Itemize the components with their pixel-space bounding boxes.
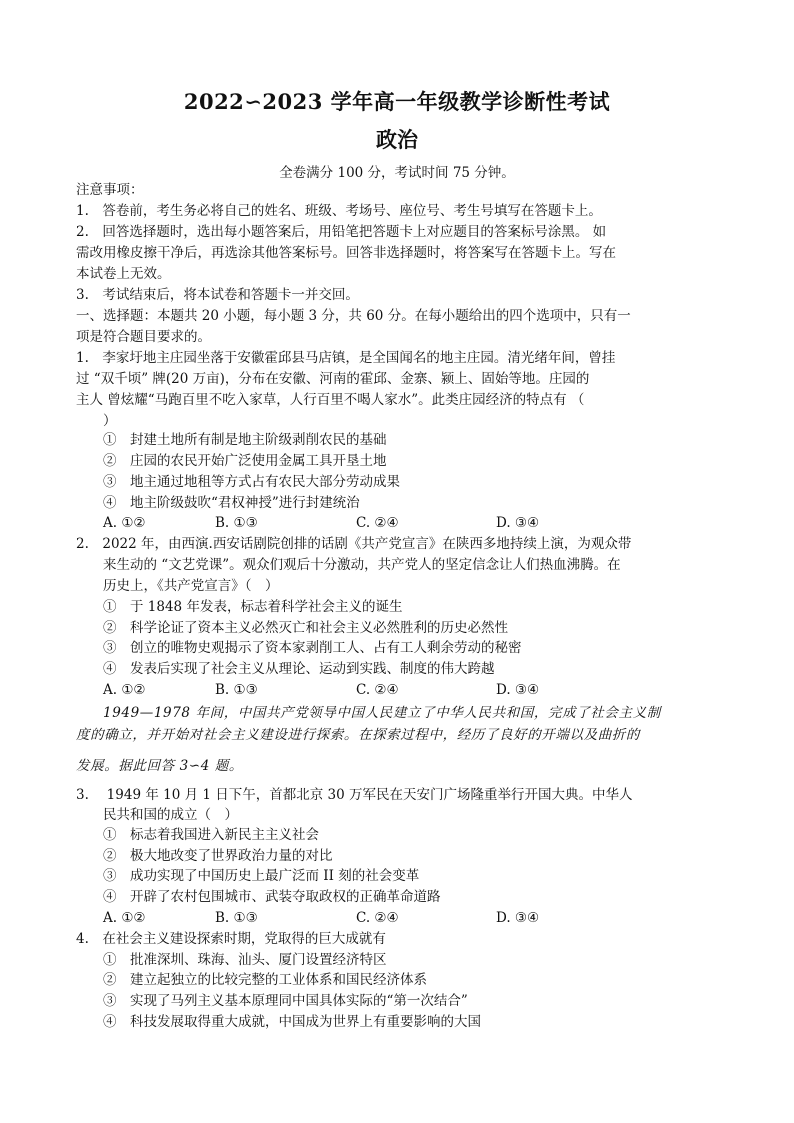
q4-option-3: ③ 实现了马列主义基本原理同中国具体实际的“第一次结合” bbox=[103, 993, 468, 1009]
q3-option-1: ① 标志着我国进入新民主主义社会 bbox=[103, 827, 319, 843]
q2-option-2: ② 科学论证了资本主义必然灭亡和社会主义必然胜利的历史必然性 bbox=[103, 620, 508, 636]
q1-option-3: ③ 地主通过地租等方式占有农民大部分劳动成果 bbox=[103, 474, 400, 490]
q1-option-2: ② 庄园的农民开始广泛使用金属工具开垦土地 bbox=[103, 453, 387, 469]
q1-stem-line-4: ） bbox=[103, 413, 117, 429]
note-3: 3. 考试结束后，将本试卷和答题卡一并交回。 bbox=[76, 287, 359, 303]
q2-stem-line-1: 2. 2022 年，由西演.西安话剧院创排的话剧《共产党宣言》在陕西多地持续上演，为观众带 bbox=[76, 536, 632, 552]
q4-stem-line-1: 4. 在社会主义建设探索时期，党取得的巨大成就有 bbox=[76, 931, 386, 947]
note-2-line-2: 需改用橡皮擦干净后，再选涂其他答案标号。回答非选择题时，将答案写在答题卡上。写在 bbox=[76, 245, 616, 261]
q3-choice-a: A. ①② bbox=[103, 910, 146, 926]
q4-option-1: ① 批准深圳、珠海、汕头、厦门设置经济特区 bbox=[103, 952, 387, 968]
q2-choice-b: B. ①③ bbox=[215, 682, 258, 698]
q2-stem-line-3: 历史上，《共产党宣言》（ ） bbox=[103, 578, 279, 594]
q1-choice-d: D. ③④ bbox=[496, 515, 540, 531]
material-stem-line-1: 1949—1978 年间，中国共产党领导中国人民建立了中华人民共和国，完成了社会主义制 bbox=[103, 705, 661, 721]
q2-choice-c: C. ②④ bbox=[356, 682, 399, 698]
q3-option-2: ② 极大地改变了世界政治力量的对比 bbox=[103, 848, 333, 864]
q2-option-3: ③ 创立的唯物史观揭示了资本家剥削工人、占有工人剩余劳动的秘密 bbox=[103, 640, 522, 656]
q4-option-4: ④ 科技发展取得重大成就，中国成为世界上有重要影响的大国 bbox=[103, 1014, 481, 1030]
q1-choice-b: B. ①③ bbox=[215, 515, 258, 531]
notes-heading: 注意事项： bbox=[76, 182, 144, 198]
material-stem-line-2: 度的确立，并开始对社会主义建设进行探索。在探索过程中，经历了良好的开端以及曲折的 bbox=[76, 727, 640, 743]
subject-heading: 政治 bbox=[376, 127, 418, 152]
q1-option-4: ④ 地主阶级鼓吹“君权神授”进行封建统治 bbox=[103, 495, 360, 511]
material-stem-line-3: 发展。据此回答 3∽4 题。 bbox=[76, 758, 243, 774]
q1-choice-a: A. ①② bbox=[103, 515, 146, 531]
section-1-heading-cont: 项是符合题目要求的。 bbox=[76, 329, 211, 345]
q1-choice-c: C. ②④ bbox=[356, 515, 399, 531]
q1-stem-line-3: 主人 曾炫耀“马跑百里不吃入家草，人行百里不喝人家水”。此类庄园经济的特点有 （ bbox=[76, 392, 585, 408]
q4-option-2: ② 建立起独立的比较完整的工业体系和国民经济体系 bbox=[103, 972, 427, 988]
exam-meta: 全卷满分 100 分，考试时间 75 分钟。 bbox=[279, 165, 515, 181]
q3-option-4: ④ 开辟了农村包围城市、武装夺取政权的正确革命道路 bbox=[103, 889, 441, 905]
q1-option-1: ① 封建土地所有制是地主阶级剥削农民的基础 bbox=[103, 432, 387, 448]
q3-stem-line-2: 民共和国的成立（ ） bbox=[103, 807, 238, 823]
exam-title: 2022∽2023 学年高一年级教学诊断性考试 bbox=[183, 89, 611, 114]
q2-choice-a: A. ①② bbox=[103, 682, 146, 698]
note-2-line-1: 2. 回答选择题时，选出每小题答案后，用铅笔把答题卡上对应题目的答案标号涂黑。 如 bbox=[76, 224, 607, 240]
q3-stem-line-1: 3. 1949 年 10 月 1 日下午，首都北京 30 万军民在天安门广场隆重举行开国大典。中华人 bbox=[76, 787, 633, 803]
q1-stem-line-1: 1. 李家圩地主庄园坐落于安徽霍邱县马店镇，是全国闻名的地主庄园。清光绪年间，曾挂 bbox=[76, 350, 616, 366]
q1-stem-line-2: 过 “双千顷” 牌(20 万亩)，分布在安徽、河南的霍邱、金寨、颍上、固始等地。庄园的 bbox=[76, 371, 590, 387]
q3-choice-d: D. ③④ bbox=[496, 910, 540, 926]
q2-option-4: ④ 发表后实现了社会主义从理论、运动到实践、制度的伟大跨越 bbox=[103, 661, 495, 677]
q2-choice-d: D. ③④ bbox=[496, 682, 540, 698]
q2-option-1: ① 于 1848 年发表，标志着科学社会主义的诞生 bbox=[103, 599, 403, 615]
note-1: 1. 答卷前，考生务必将自己的姓名、班级、考场号、座位号、考生号填写在答题卡上。 bbox=[76, 203, 602, 219]
section-1-heading: 一、选择题：本题共 20 小题，每小题 3 分，共 60 分。在每小题给出的四个选项中，只有一 bbox=[76, 308, 631, 324]
q3-choice-c: C. ②④ bbox=[356, 910, 399, 926]
q3-option-3: ③ 成功实现了中国历史上最广泛而 II 刻的社会变革 bbox=[103, 868, 420, 884]
note-2-line-3: 本试卷上无效。 bbox=[76, 266, 171, 282]
q3-choice-b: B. ①③ bbox=[215, 910, 258, 926]
q2-stem-line-2: 来生动的 “文艺党课”。观众们观后十分激动，共产党人的坚定信念让人们热血沸腾。在 bbox=[103, 557, 621, 573]
